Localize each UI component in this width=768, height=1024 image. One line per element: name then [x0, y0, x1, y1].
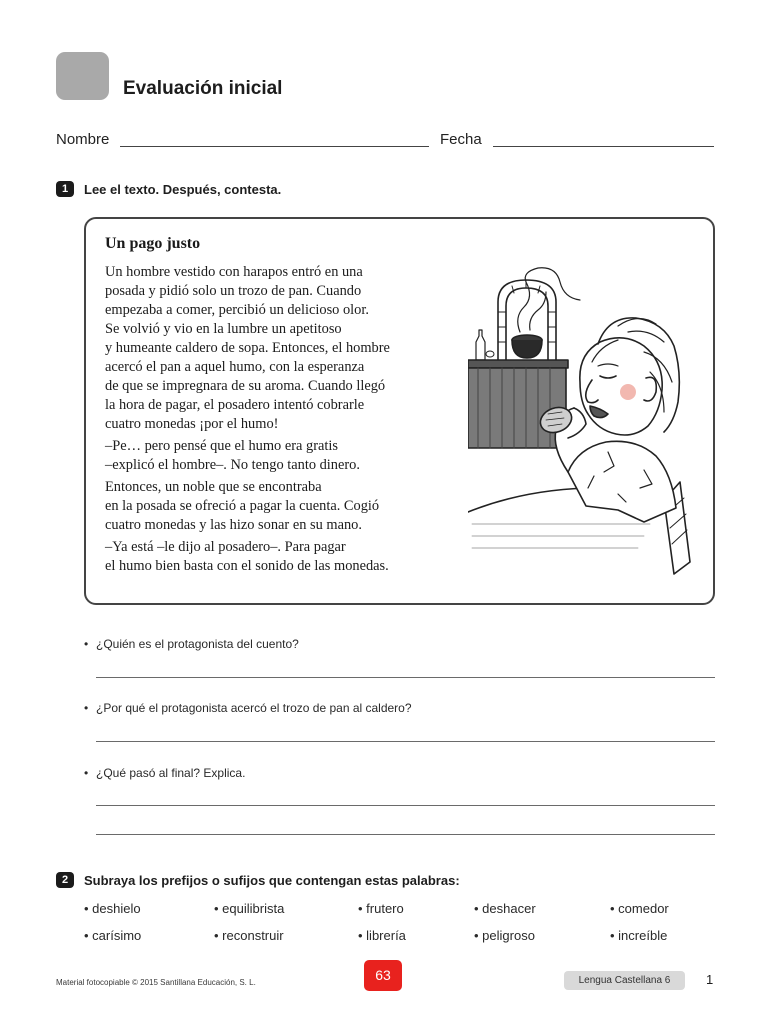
- story-line: la hora de pagar, el posadero intentó cobrarle: [105, 397, 365, 413]
- story-line: posada y pidió solo un trozo de pan. Cuando: [105, 283, 362, 299]
- story-line: acercó el pan a aquel humo, con la esperanza: [105, 359, 365, 375]
- word-item[interactable]: • increíble: [610, 928, 668, 943]
- word-item[interactable]: • frutero: [358, 901, 404, 916]
- copyright-notice: Material fotocopiable © 2015 Santillana Educación, S. L.: [56, 978, 256, 987]
- story-paragraph: [105, 478, 465, 535]
- answer-line[interactable]: [96, 741, 715, 742]
- question-3: [84, 766, 245, 780]
- story-illustration: [468, 262, 708, 582]
- story-line: empezaba a comer, percibió un delicioso olor.: [105, 302, 369, 318]
- story-paragraph: [105, 437, 465, 475]
- story-paragraph: [105, 538, 465, 576]
- story-line: Se volvió y vio en la lumbre un apetitoso: [105, 321, 342, 337]
- story-line: en la posada se ofreció a pagar la cuenta. Cogió: [105, 498, 380, 514]
- word-item[interactable]: • librería: [358, 928, 406, 943]
- exercise-2-number: 2: [56, 872, 74, 888]
- answer-line[interactable]: [96, 834, 715, 835]
- question-1: [84, 637, 299, 651]
- story-line: –Ya está –le dijo al posadero–. Para pagar: [105, 539, 346, 555]
- story-line: Un hombre vestido con harapos entró en una: [105, 264, 363, 280]
- question-text: ¿Qué pasó al final? Explica.: [96, 766, 246, 780]
- date-label: Fecha: [440, 131, 482, 148]
- exercise-2-instruction: Subraya los prefijos o sufijos que contengan estas palabras:: [84, 873, 460, 888]
- bullet-icon: •: [84, 637, 89, 651]
- answer-line[interactable]: [96, 677, 715, 678]
- date-field[interactable]: [493, 146, 714, 147]
- page-number: 1: [706, 972, 714, 987]
- story-line: Entonces, un noble que se encontraba: [105, 479, 322, 495]
- story-line: cuatro monedas y las hizo sonar en su mano.: [105, 517, 362, 533]
- story-line: cuatro monedas ¡por el humo!: [105, 416, 279, 432]
- question-text: ¿Quién es el protagonista del cuento?: [96, 637, 299, 651]
- word-item[interactable]: • equilibrista: [214, 901, 285, 916]
- subject-tag: Lengua Castellana 6: [564, 971, 685, 990]
- story-line: y humeante caldero de sopa. Entonces, el hombre: [105, 340, 390, 356]
- word-item[interactable]: • deshacer: [474, 901, 536, 916]
- page-title: Evaluación inicial: [123, 78, 283, 99]
- bullet-icon: •: [84, 766, 89, 780]
- page-badge: 63: [364, 960, 402, 991]
- header-tab-decoration: [56, 52, 109, 100]
- answer-line[interactable]: [96, 805, 715, 806]
- name-label: Nombre: [56, 131, 110, 148]
- word-item[interactable]: • deshielo: [84, 901, 141, 916]
- story-line: –Pe… pero pensé que el humo era gratis: [105, 438, 338, 454]
- name-field[interactable]: [120, 146, 429, 147]
- story-line: el humo bien basta con el sonido de las monedas.: [105, 558, 389, 574]
- exercise-1-number: 1: [56, 181, 74, 197]
- word-item[interactable]: • carísimo: [84, 928, 142, 943]
- word-item[interactable]: • reconstruir: [214, 928, 284, 943]
- word-item[interactable]: • comedor: [610, 901, 669, 916]
- exercise-1-instruction: Lee el texto. Después, contesta.: [84, 182, 282, 197]
- story-line: –explicó el hombre–. No tengo tanto dinero.: [105, 457, 360, 473]
- word-item[interactable]: • peligroso: [474, 928, 535, 943]
- story-paragraph: [105, 263, 465, 434]
- story-text: [105, 263, 465, 579]
- question-2: [84, 701, 412, 715]
- bullet-icon: •: [84, 701, 89, 715]
- story-line: de que se impregnara de su aroma. Cuando llegó: [105, 378, 386, 394]
- question-text: ¿Por qué el protagonista acercó el trozo de pan al caldero?: [96, 701, 412, 715]
- story-title: Un pago justo: [105, 235, 201, 252]
